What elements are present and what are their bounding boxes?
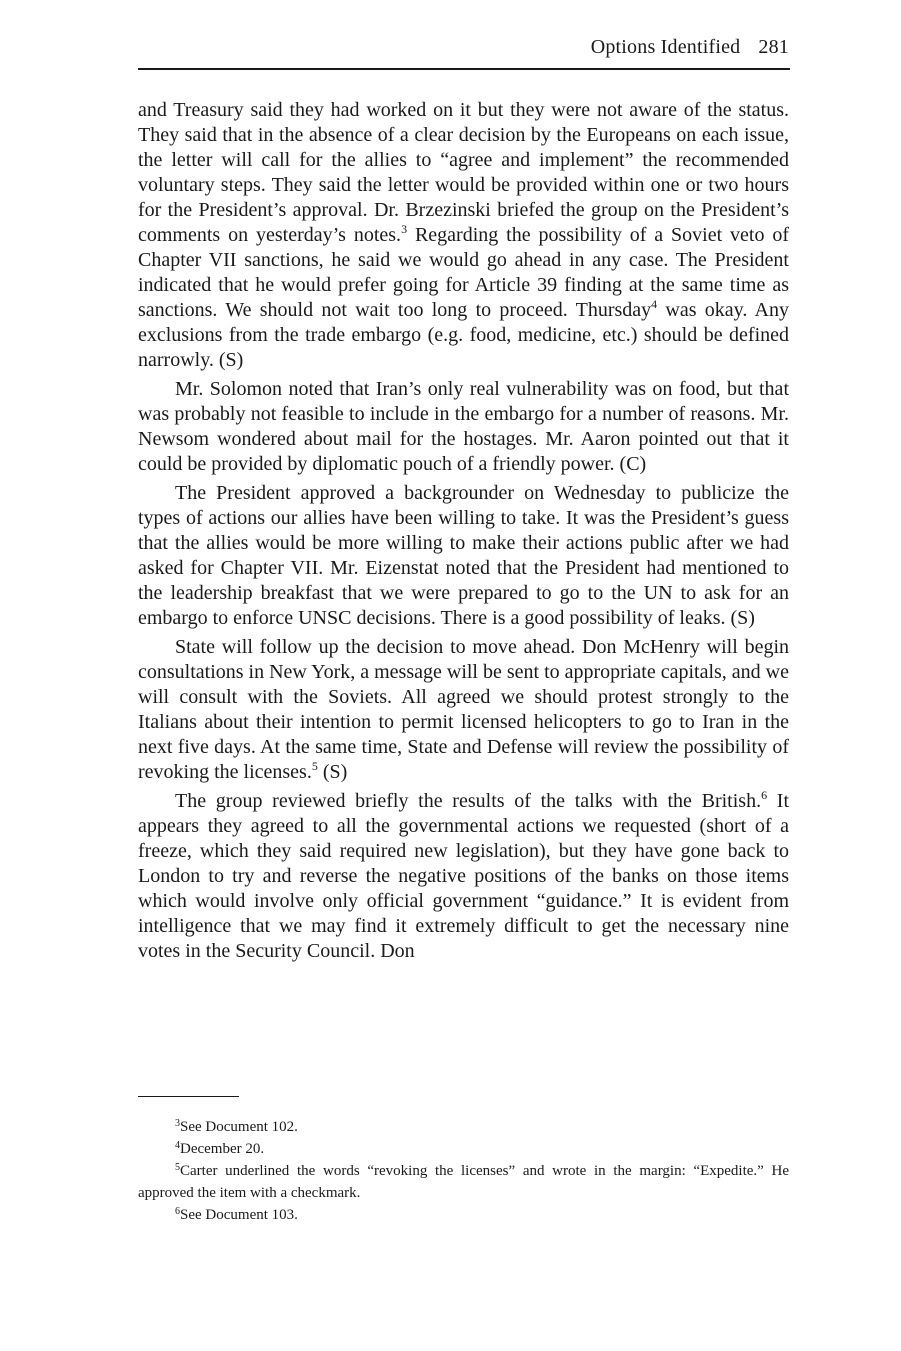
footnote-5: [138, 1160, 789, 1204]
paragraph-4-text-a: State will follow up the decision to move ahead. Don McHenry will begin consultations in New York, a message will be sent to appropriate capitals, and we will consult with the Soviets. All agreed we should protest strongly to the Italians about their intention to permit licensed helicopters to go to Iran in the next five days. At the same time, State and Defense will review the possibility of revoking the licenses.: [138, 636, 789, 783]
paragraph-1-text-b: Regarding the possibility of a Soviet veto of Chapter VII sanctions, he said we would go ahead in any case. The President indicated that he would prefer going for Article 39 finding at the same time as sanctions. We should not wait too long to proceed. Thursday: [138, 224, 789, 321]
footnote-text-3: See Document 102.: [180, 1119, 298, 1135]
footnote-text-5: Carter underlined the words “revoking the licenses” and wrote in the margin: “Expedite.” He approved the item with a checkmark.: [138, 1163, 789, 1201]
footnote-mark-5: 5: [175, 1162, 180, 1173]
footnote-3: [138, 1116, 789, 1138]
paragraph-1: [138, 98, 789, 373]
paragraph-1-text-c: was okay. Any exclusions from the trade embargo (e.g. food, medicine, etc.) should be defined narrowly. (S): [138, 299, 789, 371]
footnote-rule: [138, 1096, 239, 1097]
header-rule: [138, 68, 790, 70]
footnote-mark-6: 6: [175, 1206, 180, 1217]
footnote-text-6: See Document 103.: [180, 1207, 298, 1223]
page-number: 281: [758, 36, 789, 58]
paragraph-1-text-a: and Treasury said they had worked on it but they were not aware of the status. They said that in the absence of a clear decision by the Europeans on each issue, the letter will call for the allies to “agree and implement” the recommended voluntary steps. They said the letter would be provided within one or two hours for the President’s approval. Dr. Brzezinski briefed the group on the President’s comments on yesterday’s notes.: [138, 99, 789, 246]
paragraph-2: Mr. Solomon noted that Iran’s only real vulnerability was on food, but that was probably not feasible to include in the embargo for a number of reasons. Mr. Newsom wondered about mail for the hostages. Mr. Aaron pointed out that it could be provided by diplomatic pouch of a friendly power. (C): [138, 378, 789, 475]
paragraph-5-text-a: The group reviewed briefly the results of the talks with the British.: [175, 790, 762, 812]
footnote-mark-4: 4: [175, 1140, 180, 1151]
section-title: Options Identified: [590, 36, 741, 58]
paragraph-3: The President approved a backgrounder on Wednesday to publicize the types of actions our allies have been willing to take. It was the President’s guess that the allies would be more willing to make their actions public after we had asked for Chapter VII. Mr. Eizenstat noted that the President had mentioned to the leadership breakfast that we were prepared to go to the UN to ask for an embargo to enforce UNSC decisions. There is a good possibility of leaks. (S): [138, 482, 789, 629]
footnote-ref-6: 6: [761, 788, 768, 802]
footnote-6: [138, 1204, 789, 1226]
body-text: [138, 98, 789, 968]
footnote-4: [138, 1138, 789, 1160]
paragraph-4-text-b: (S): [322, 761, 348, 783]
footnote-ref-3: 3: [401, 222, 408, 236]
running-head: [591, 36, 789, 59]
footnotes: [138, 1116, 789, 1226]
footnote-ref-5: 5: [311, 759, 318, 773]
paragraph-5-text-b: It appears they agreed to all the governmental actions we requested (short of a freeze, which they said required new legislation), but they have gone back to London to try and reverse the negative positions of the banks on those items which would involve only official government “guidance.” It is evident from intelligence that we may find it extremely difficult to get the necessary nine votes in the Security Council. Don: [138, 790, 790, 962]
paragraph-5: [138, 789, 789, 964]
paragraph-4: [138, 635, 789, 785]
footnote-mark-3: 3: [175, 1118, 180, 1129]
footnote-ref-4: 4: [651, 297, 658, 311]
footnote-text-4: December 20.: [180, 1141, 265, 1157]
